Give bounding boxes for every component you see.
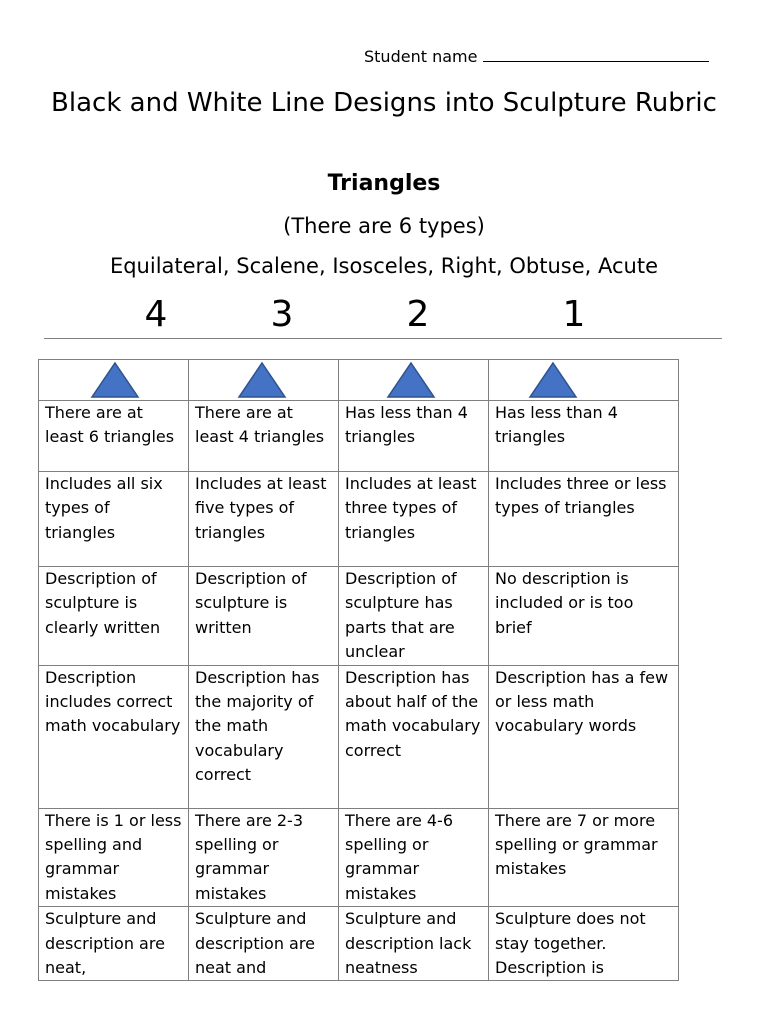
table-cell: Description has about half of the math vocabulary correct bbox=[339, 665, 489, 808]
table-cell: No description is included or is too brief bbox=[489, 567, 679, 666]
table-cell bbox=[189, 360, 339, 401]
table-cell bbox=[39, 360, 189, 401]
document-title: Black and White Line Designs into Sculpture Rubric bbox=[51, 88, 717, 118]
table-cell: Has less than 4 triangles bbox=[489, 401, 679, 472]
triangle-icon bbox=[90, 361, 140, 399]
table-cell bbox=[489, 360, 679, 401]
table-row bbox=[39, 907, 679, 981]
table-cell: Description of sculpture is written bbox=[189, 567, 339, 666]
score-1-heading: 1 bbox=[562, 294, 586, 335]
student-name-field[interactable] bbox=[364, 47, 709, 66]
student-name-label: Student name bbox=[364, 47, 478, 66]
table-row bbox=[39, 808, 679, 907]
table-cell: Description of sculpture has parts that are unclear bbox=[339, 567, 489, 666]
table-row bbox=[39, 401, 679, 472]
horizontal-rule bbox=[44, 338, 722, 339]
triangle-icon bbox=[386, 361, 436, 399]
table-cell: Sculpture and description are neat and bbox=[189, 907, 339, 981]
table-cell: Has less than 4 triangles bbox=[339, 401, 489, 472]
table-cell: Includes three or less types of triangles bbox=[489, 472, 679, 567]
table-row bbox=[39, 665, 679, 808]
rubric-table bbox=[38, 359, 679, 981]
section-subtitle: Triangles bbox=[327, 171, 441, 196]
score-3-heading: 3 bbox=[270, 294, 294, 335]
table-cell: Description has a few or less math vocabulary words bbox=[489, 665, 679, 808]
table-cell: There is 1 or less spelling and grammar mistakes bbox=[39, 808, 189, 907]
table-cell: Description has the majority of the math vocabulary correct bbox=[189, 665, 339, 808]
table-cell: Description includes correct math vocabulary bbox=[39, 665, 189, 808]
table-row bbox=[39, 472, 679, 567]
table-cell: Sculpture does not stay together. Description is bbox=[489, 907, 679, 981]
table-cell: There are 7 or more spelling or grammar mistakes bbox=[489, 808, 679, 907]
table-cell: There are 2-3 spelling or grammar mistakes bbox=[189, 808, 339, 907]
table-cell: Description of sculpture is clearly written bbox=[39, 567, 189, 666]
table-cell: There are 4-6 spelling or grammar mistakes bbox=[339, 808, 489, 907]
table-cell: There are at least 4 triangles bbox=[189, 401, 339, 472]
score-4-heading: 4 bbox=[144, 294, 168, 335]
score-2-heading: 2 bbox=[406, 294, 430, 335]
triangle-icon bbox=[237, 361, 287, 399]
table-cell: Includes all six types of triangles bbox=[39, 472, 189, 567]
triangle-icon bbox=[528, 361, 578, 399]
triangle-types-list: Equilateral, Scalene, Isosceles, Right, Obtuse, Acute bbox=[109, 254, 659, 278]
table-cell: Includes at least three types of triangles bbox=[339, 472, 489, 567]
table-cell: Sculpture and description are neat, bbox=[39, 907, 189, 981]
table-cell: There are at least 6 triangles bbox=[39, 401, 189, 472]
table-cell bbox=[339, 360, 489, 401]
types-count: (There are 6 types) bbox=[283, 214, 485, 238]
triangle-icon-row bbox=[39, 360, 679, 401]
student-name-blank[interactable] bbox=[483, 47, 709, 62]
table-cell: Sculpture and description lack neatness bbox=[339, 907, 489, 981]
table-row bbox=[39, 567, 679, 666]
table-cell: Includes at least five types of triangles bbox=[189, 472, 339, 567]
